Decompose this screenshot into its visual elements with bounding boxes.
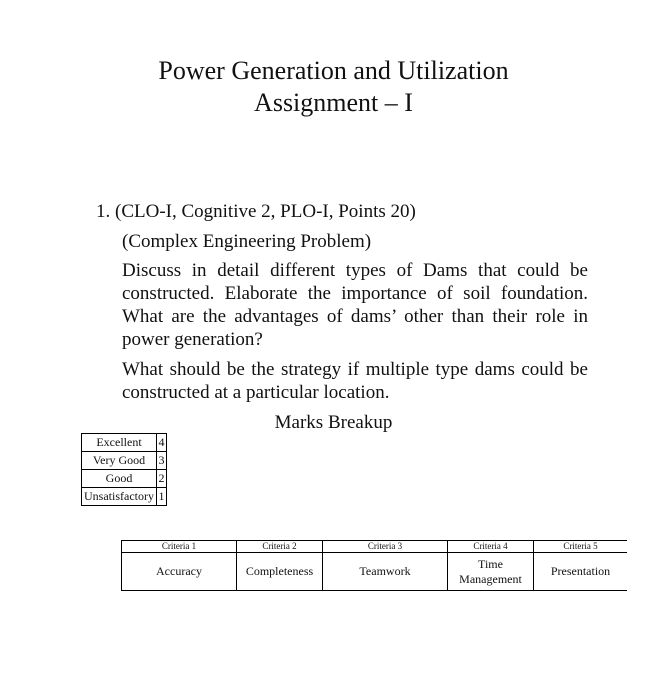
criteria-value bbox=[448, 553, 534, 591]
rating-row bbox=[82, 470, 167, 488]
rating-label: Very Good bbox=[82, 452, 157, 470]
criteria-value: Accuracy bbox=[122, 553, 237, 591]
rating-row bbox=[82, 452, 167, 470]
rating-row bbox=[82, 488, 167, 506]
criteria-header: Criteria 5 bbox=[534, 541, 628, 553]
rating-scale-table bbox=[81, 433, 167, 506]
question-meta: (CLO-I, Cognitive 2, PLO-I, Points 20) bbox=[115, 201, 416, 222]
assignment-title: Assignment – I bbox=[254, 88, 413, 117]
rating-score: 3 bbox=[157, 452, 167, 470]
rating-score: 1 bbox=[157, 488, 167, 506]
criteria-header-row bbox=[122, 541, 628, 553]
question-number: 1. bbox=[96, 201, 111, 222]
document-title: Power Generation and Utilization bbox=[158, 56, 509, 85]
criteria-value-row bbox=[122, 553, 628, 591]
question-subheader: (Complex Engineering Problem) bbox=[122, 231, 372, 252]
criteria-value-line: Management bbox=[459, 571, 522, 586]
rating-row bbox=[82, 434, 167, 452]
question-paragraph-1: Discuss in detail different types of Dams that could be constructed. Elaborate the importance of soil foundation. What are the advantages of dams’ other than their role in power generation? bbox=[122, 260, 588, 350]
rating-label: Excellent bbox=[82, 434, 157, 452]
rating-score: 4 bbox=[157, 434, 167, 452]
marks-breakup-title: Marks Breakup bbox=[274, 412, 393, 433]
rating-label: Unsatisfactory bbox=[82, 488, 157, 506]
criteria-table bbox=[121, 540, 627, 591]
rating-label: Good bbox=[82, 470, 157, 488]
criteria-value: Teamwork bbox=[323, 553, 448, 591]
criteria-header: Criteria 3 bbox=[323, 541, 448, 553]
criteria-value: Presentation bbox=[534, 553, 628, 591]
question-paragraph-2: What should be the strategy if multiple type dams could be constructed at a particular location. bbox=[122, 359, 588, 403]
question-header bbox=[96, 200, 588, 223]
criteria-header: Criteria 1 bbox=[122, 541, 237, 553]
rating-score: 2 bbox=[157, 470, 167, 488]
criteria-value-line: Time bbox=[478, 556, 503, 571]
criteria-value: Completeness bbox=[237, 553, 323, 591]
criteria-header: Criteria 2 bbox=[237, 541, 323, 553]
criteria-header: Criteria 4 bbox=[448, 541, 534, 553]
